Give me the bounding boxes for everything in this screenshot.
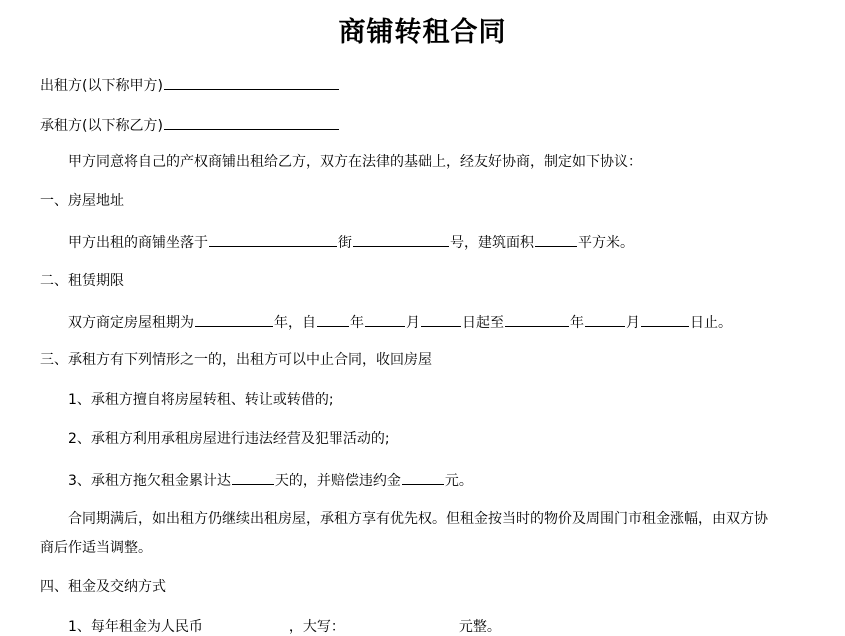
end-year-blank[interactable] (505, 312, 569, 327)
clause-item-2: 2、承租方利用承租房屋进行违法经营及犯罪活动的; (68, 431, 390, 447)
start-month-blank[interactable] (365, 312, 405, 327)
end-day-label: 日止。 (690, 315, 732, 331)
item3-prefix: 3、承租方拖欠租金累计达 (68, 473, 231, 489)
lessor-label: 出租方(以下称甲方) (40, 78, 163, 94)
penalty-amount-blank[interactable] (402, 470, 444, 485)
term-prefix: 双方商定房屋租期为 (68, 315, 194, 331)
overdue-days-blank[interactable] (232, 470, 274, 485)
renewal-paragraph-line-1: 合同期满后，如出租方仍继续出租房屋，承租方享有优先权。但租金按当时的物价及周围门市租金涨幅，由双方协 (68, 511, 768, 527)
term-year-label: 年，自 (274, 315, 316, 331)
start-day-blank[interactable] (421, 312, 461, 327)
lessee-blank[interactable] (164, 115, 339, 130)
start-month-label: 月 (406, 315, 420, 331)
end-day-blank[interactable] (641, 312, 689, 327)
area-blank[interactable] (535, 232, 577, 247)
item3-mid: 天的，并赔偿违约金 (274, 473, 401, 489)
section-3-heading: 三、承租方有下列情形之一的，出租方可以中止合同，收回房屋 (40, 352, 432, 368)
start-year-blank[interactable] (317, 312, 349, 327)
lessor-line (40, 75, 340, 95)
section-4-heading: 四、租金及交纳方式 (40, 579, 166, 595)
lessee-line (40, 115, 340, 135)
number-label: 号，建筑面积 (450, 235, 534, 251)
lessor-blank[interactable] (164, 75, 339, 90)
rent-prefix: 1、每年租金为人民币 (68, 619, 203, 635)
term-years-blank[interactable] (195, 312, 273, 327)
end-month-label: 月 (626, 315, 640, 331)
start-year-label: 年 (350, 315, 364, 331)
document-title: 商铺转租合同 (338, 17, 507, 48)
section-1-heading: 一、房屋地址 (40, 193, 124, 209)
intro-paragraph: 甲方同意将自己的产权商铺出租给乙方，双方在法律的基础上，经友好协商，制定如下协议： (68, 154, 642, 170)
section-2-heading: 二、租赁期限 (40, 273, 124, 289)
street-label: 街 (338, 235, 352, 251)
renewal-paragraph-line-2: 商后作适当调整。 (40, 540, 152, 556)
end-month-blank[interactable] (585, 312, 625, 327)
item3-suffix: 元。 (444, 473, 473, 489)
lessee-label: 承租方(以下称乙方) (40, 118, 163, 134)
start-day-label: 日起至 (462, 315, 504, 331)
area-unit: 平方米。 (578, 235, 634, 251)
clause-item-1: 1、承租方擅自将房屋转租、转让或转借的; (68, 392, 334, 408)
term-line (68, 312, 732, 332)
location-blank[interactable] (209, 232, 337, 247)
address-prefix: 甲方出租的商铺坐落于 (68, 235, 208, 251)
end-year-label: 年 (570, 315, 584, 331)
clause-item-3 (68, 470, 473, 490)
address-line (68, 232, 634, 252)
rent-line (68, 618, 501, 636)
street-number-blank[interactable] (353, 232, 449, 247)
rent-mid: ，大写： (288, 619, 345, 635)
rent-suffix: 元整。 (458, 619, 501, 635)
